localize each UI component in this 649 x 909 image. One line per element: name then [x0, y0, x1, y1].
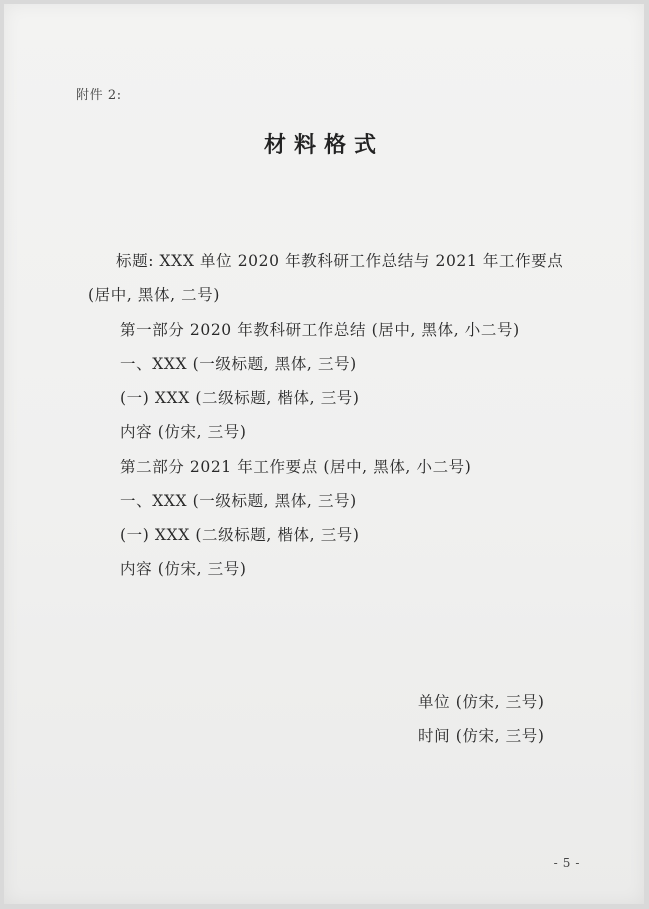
heading-title-line: 标题: XXX 单位 2020 年教科研工作总结与 2021 年工作要点 [116, 252, 564, 270]
part-one-level1: 一、XXX (一级标题, 黑体, 三号) [120, 355, 357, 373]
part-two-level1: 一、XXX (一级标题, 黑体, 三号) [120, 492, 357, 510]
document-page [4, 4, 644, 904]
signature-time: 时间 (仿宋, 三号) [418, 727, 545, 745]
heading-title-format: (居中, 黑体, 二号) [88, 286, 221, 304]
part-one-level2: (一) XXX (二级标题, 楷体, 三号) [120, 389, 360, 407]
document-title: 材料格式 [263, 132, 384, 158]
attachment-label: 附件 2: [76, 88, 122, 103]
part-two-content: 内容 (仿宋, 三号) [120, 560, 247, 578]
part-two-heading: 第二部分 2021 年工作要点 (居中, 黑体, 小二号) [120, 458, 472, 476]
part-one-heading: 第一部分 2020 年教科研工作总结 (居中, 黑体, 小二号) [120, 321, 520, 339]
part-one-content: 内容 (仿宋, 三号) [120, 423, 247, 441]
page-number: - 5 - [553, 856, 580, 870]
part-two-level2: (一) XXX (二级标题, 楷体, 三号) [120, 526, 360, 544]
signature-unit: 单位 (仿宋, 三号) [418, 693, 545, 711]
